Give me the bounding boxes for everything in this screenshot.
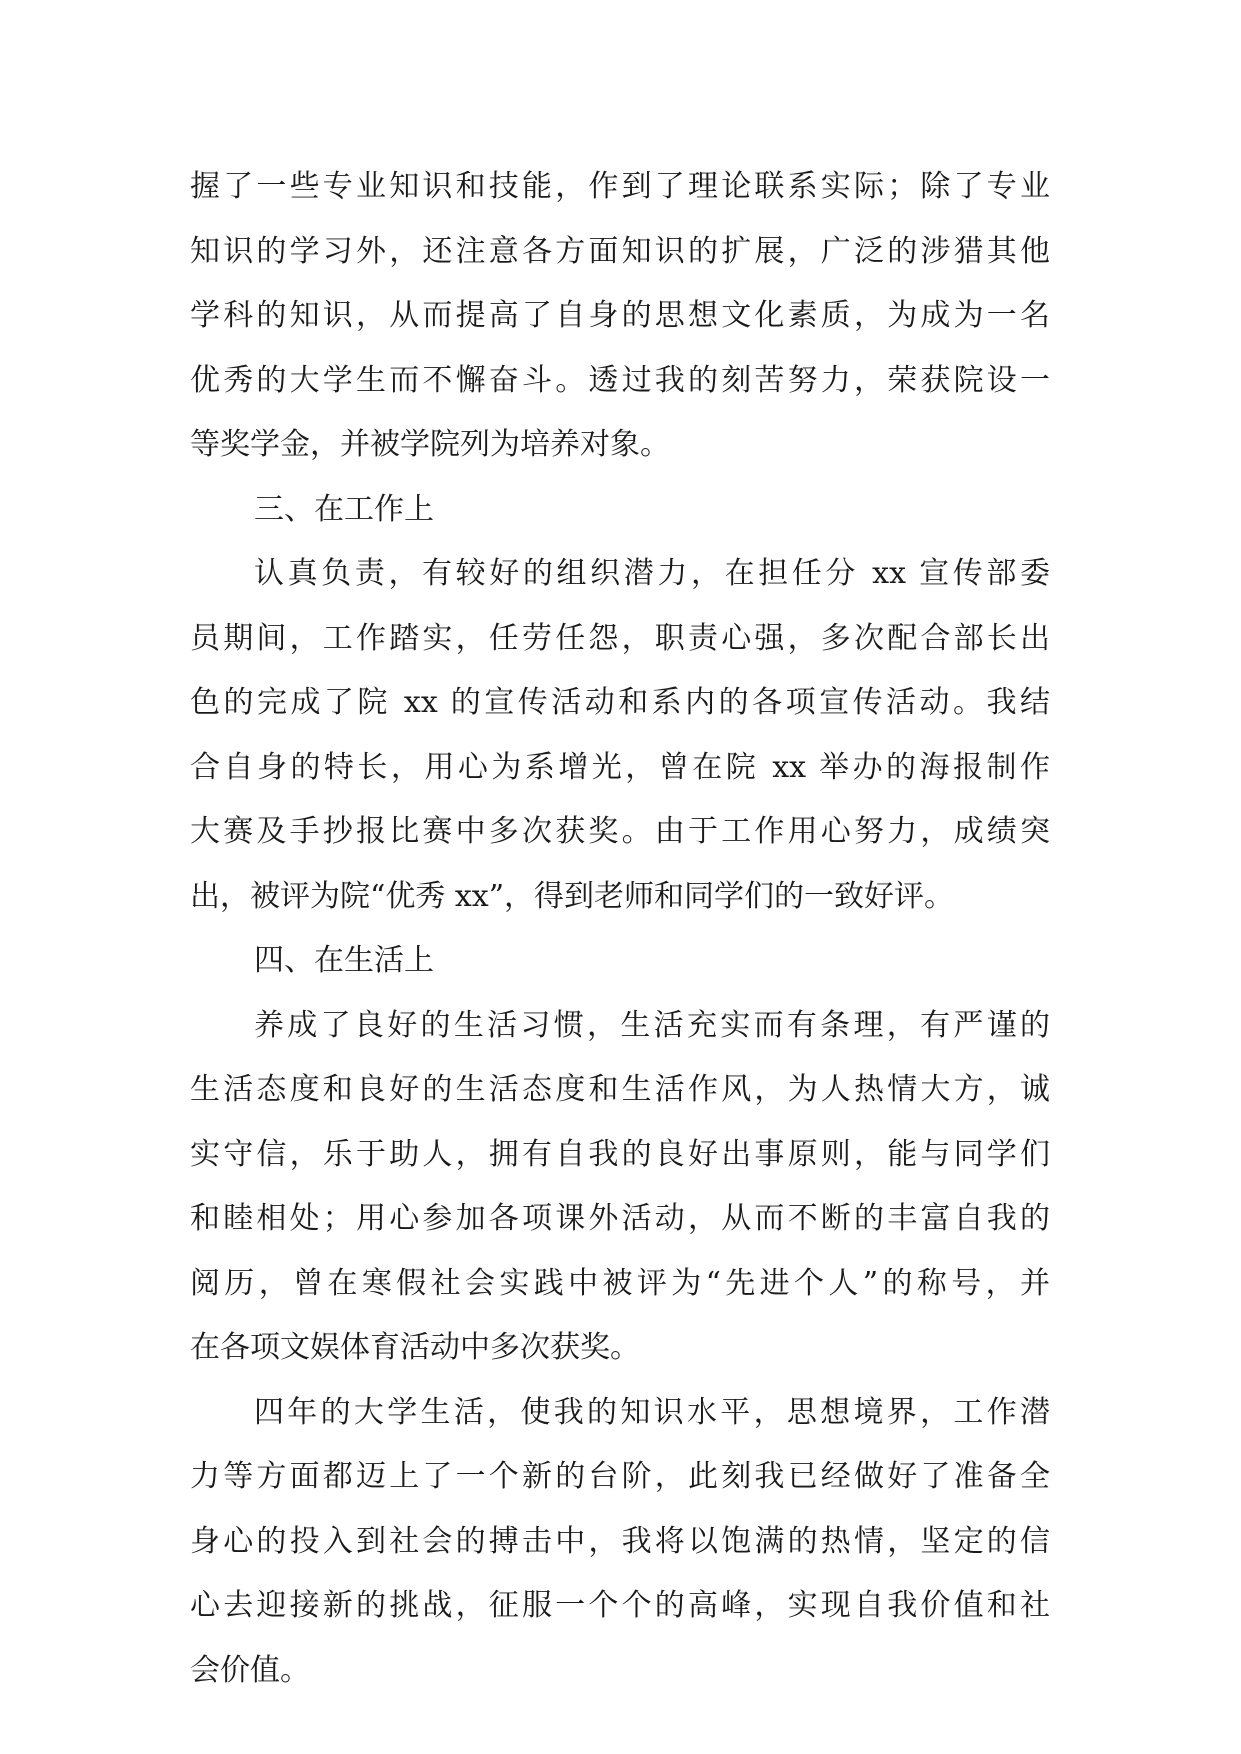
text-line: 知识的学习外，还注意各方面知识的扩展，广泛的涉猎其他: [190, 233, 1050, 269]
section-heading-work: 三、在工作上: [254, 491, 434, 527]
text-line: 力等方面都迈上了一个新的台阶，此刻我已经做好了准备全: [190, 1459, 1050, 1494]
text-line: 实守信，乐于助人，拥有自我的良好出事原则，能与同学们: [190, 1136, 1050, 1172]
text-line: 养成了良好的生活习惯，生活充实而有条理，有严谨的: [254, 1007, 1050, 1043]
text-line: 色的完成了院 xx 的宣传活动和系内的各项宣传活动。我结: [190, 685, 1050, 720]
text-line: 优秀的大学生而不懈奋斗。透过我的刻苦努力，荣获院设一: [190, 362, 1050, 398]
text-line: 握了一些专业知识和技能，作到了理论联系实际；除了专业: [190, 169, 1050, 204]
text-line: 生活态度和良好的生活态度和生活作风，为人热情大方，诚: [190, 1072, 1050, 1107]
text-line: 四年的大学生活，使我的知识水平，思想境界，工作潜: [254, 1394, 1050, 1430]
text-line: 认真负责，有较好的组织潜力，在担任分 xx 宣传部委: [254, 556, 1050, 591]
text-line: 身心的投入到社会的搏击中，我将以饱满的热情，坚定的信: [190, 1523, 1050, 1559]
text-line: 大赛及手抄报比赛中多次获奖。由于工作用心努力，成绩突: [190, 814, 1050, 849]
text-line: 会价值。: [190, 1652, 310, 1688]
section-heading-life: 四、在生活上: [254, 943, 434, 978]
text-line: 心去迎接新的挑战，征服一个个的高峰，实现自我价值和社: [190, 1588, 1050, 1623]
text-line: 等奖学金，并被学院列为培养对象。: [190, 427, 670, 462]
text-line: 学科的知识，从而提高了自身的思想文化素质，为成为一名: [190, 298, 1050, 333]
text-line: 合自身的特长，用心为系增光，曾在院 xx 举办的海报制作: [190, 749, 1050, 785]
text-line: 阅历，曾在寒假社会实践中被评为“先进个人”的称号，并: [190, 1265, 1050, 1301]
text-line: 和睦相处；用心参加各项课外活动，从而不断的丰富自我的: [190, 1201, 1050, 1236]
text-line: 出，被评为院“优秀 xx”，得到老师和同学们的一致好评。: [190, 878, 955, 914]
text-line: 员期间，工作踏实，任劳任怨，职责心强，多次配合部长出: [190, 620, 1050, 656]
document-body: [190, 155, 1050, 1703]
text-line: 在各项文娱体育活动中多次获奖。: [190, 1330, 640, 1365]
